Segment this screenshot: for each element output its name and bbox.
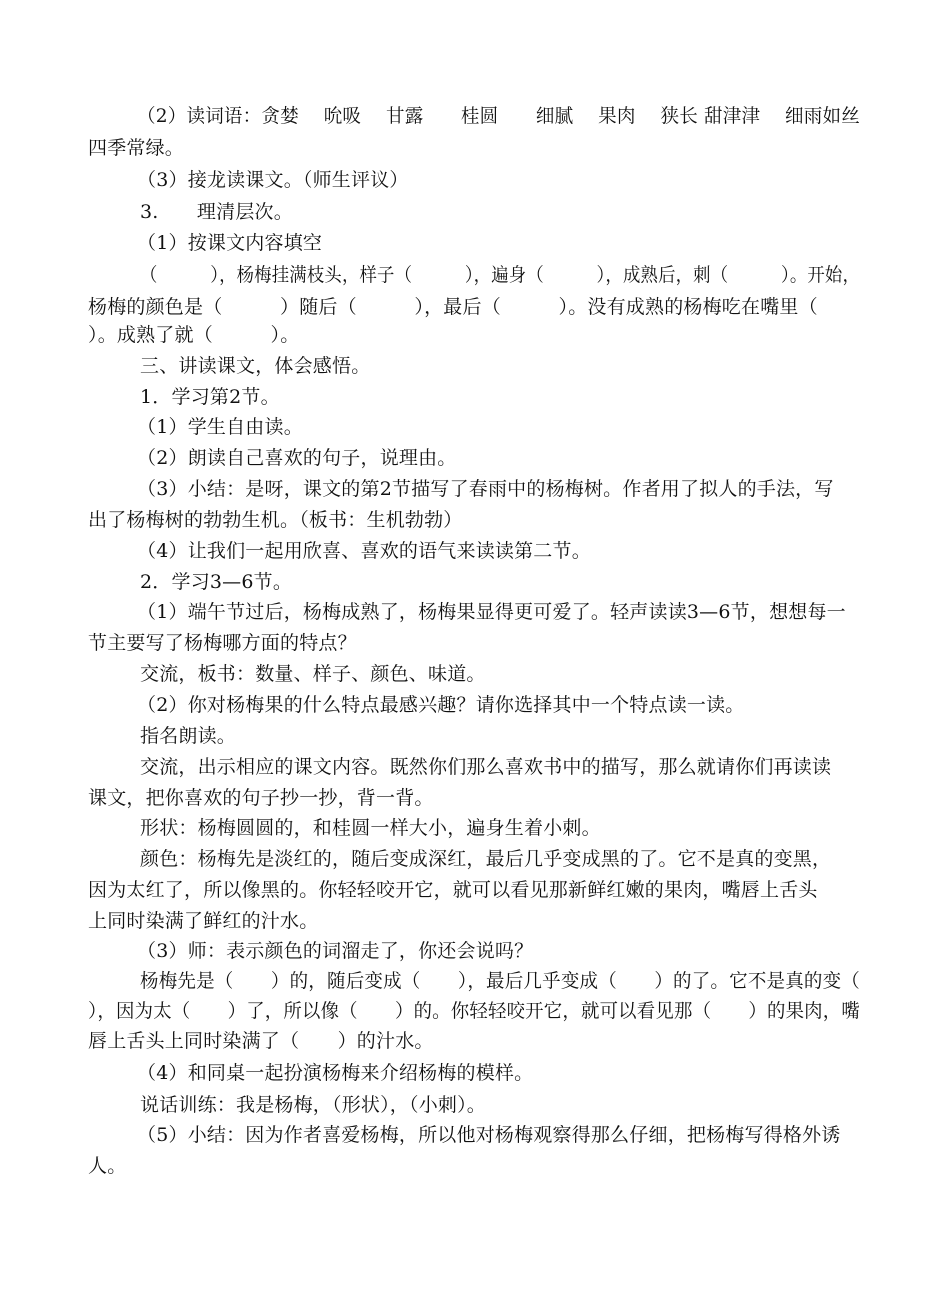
text-line: 1．学习第2节。 xyxy=(140,386,280,408)
text-line: 颜色：杨梅先是淡红的，随后变成深红，最后几乎变成黑的了。它不是真的变黑， xyxy=(140,848,832,870)
text-line: 交流，出示相应的课文内容。既然你们那么喜欢书中的描写，那么就请你们再读读 xyxy=(140,756,832,778)
text-line: （3）师：表示颜色的词溜走了，你还会说吗？ xyxy=(137,940,534,962)
text-line: ），因为太（ ）了，所以像（ ）的。你轻轻咬开它，就可以看见那（ ）的果肉，嘴 xyxy=(88,1000,860,1022)
text-line: （3）接龙读课文。（师生评议） xyxy=(137,169,409,191)
text-line: 出了杨梅树的勃勃生机。（板书：生机勃勃） xyxy=(88,509,463,531)
text-line: 3. 理清层次。 xyxy=(140,201,293,223)
text-line: 形状：杨梅圆圆的，和桂圆一样大小，遍身生着小刺。 xyxy=(140,817,601,839)
text-line: 上同时染满了鲜红的汁水。 xyxy=(88,910,319,932)
text-line: （4）和同桌一起扮演杨梅来介绍杨梅的模样。 xyxy=(137,1062,534,1084)
text-line: 2．学习3—6节。 xyxy=(140,571,293,593)
text-line: 课文，把你喜欢的句子抄一抄，背一背。 xyxy=(88,787,434,809)
text-line: （5）小结：因为作者喜爱杨梅，所以他对杨梅观察得那么仔细，把杨梅写得格外诱 xyxy=(137,1124,841,1146)
text-line: 杨梅的颜色是（ ）随后（ ），最后（ ）。没有成熟的杨梅吃在嘴里（ xyxy=(88,296,818,318)
text-line: （1）学生自由读。 xyxy=(137,416,303,438)
text-line: （2）你对杨梅果的什么特点最感兴趣？请你选择其中一个特点读一读。 xyxy=(137,694,745,716)
text-line: （1）端午节过后，杨梅成熟了，杨梅果显得更可爱了。轻声读读3—6节，想想每一 xyxy=(137,601,846,623)
text-line: 杨梅先是（ ）的，随后变成（ ），最后几乎变成（ ）的了。它不是真的变（ xyxy=(140,970,861,992)
text-line: 三、讲读课文，体会感悟。 xyxy=(140,355,371,377)
text-line: 节主要写了杨梅哪方面的特点？ xyxy=(88,632,357,654)
text-line: （4）让我们一起用欣喜、喜欢的语气来读读第二节。 xyxy=(137,540,591,562)
text-line: 四季常绿。 xyxy=(88,137,185,159)
text-line: （2）读词语：贪婪 吮吸 甘露 桂圆 细腻 果肉 狭长 甜津津 细雨如丝 xyxy=(137,105,861,127)
text-line: 说话训练：我是杨梅，（形状），（小刺）。 xyxy=(140,1094,487,1116)
text-line: 交流，板书：数量、样子、颜色、味道。 xyxy=(140,663,486,685)
text-line: 指名朗读。 xyxy=(140,725,237,747)
text-line: ）。成熟了就（ ）。 xyxy=(88,324,300,346)
text-line: （2）朗读自己喜欢的句子，说理由。 xyxy=(137,447,457,469)
text-line: （ ），杨梅挂满枝头，样子（ ），遍身（ ），成熟后，刺（ ）。开始， xyxy=(140,264,861,286)
text-line: （1）按课文内容填空 xyxy=(137,232,323,254)
text-line: （3）小结：是呀，课文的第2节描写了春雨中的杨梅树。作者用了拟人的手法，写 xyxy=(137,478,834,500)
text-line: 因为太红了，所以像黑的。你轻轻咬开它，就可以看见那新鲜红嫩的果肉，嘴唇上舌头 xyxy=(88,879,818,901)
text-line: 人。 xyxy=(88,1155,127,1177)
text-line: 唇上舌头上同时染满了（ ）的汁水。 xyxy=(88,1030,434,1052)
